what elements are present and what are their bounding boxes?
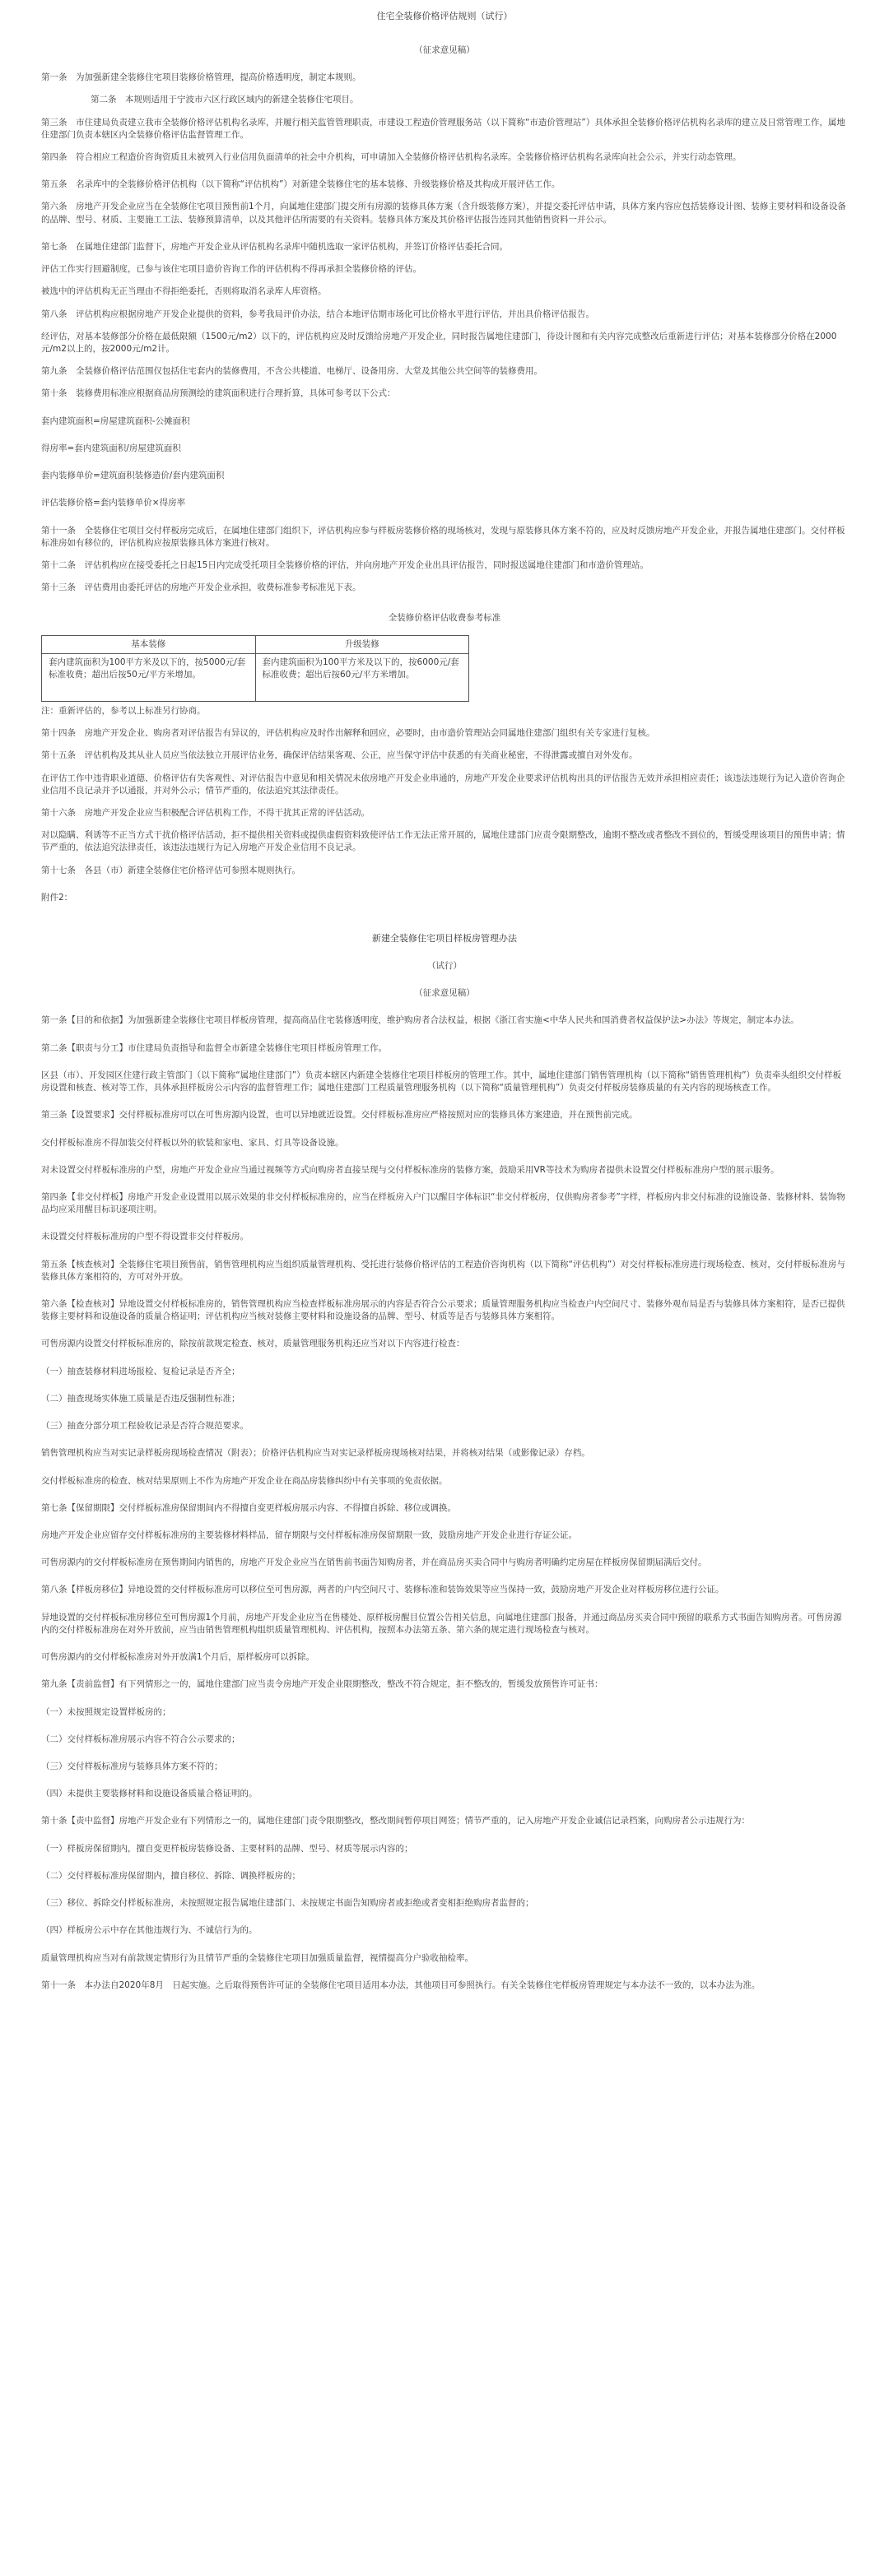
doc2-paragraph-samples: 房地产开发企业应留存交付样板标准房的主要装修材料样品，留存期限与交付样板标准房保留期限一致，鼓励房地产开发企业进行存证公证。 bbox=[41, 1530, 577, 1540]
doc1-title: 住宅全装修价格评估规则（试行） bbox=[376, 11, 513, 21]
doc1-article-15: 第十五条 评估机构及其从业人员应当依法独立开展评估业务，确保评估结果客观、公正，应当保守评估中获悉的有关商业秘密，不得泄露或擅自对外发布。 bbox=[41, 750, 638, 761]
doc1-subtitle: （征求意见稿） bbox=[414, 44, 475, 55]
doc1-article-8: 第八条 评估机构应根据房地产开发企业提供的资料，参考我局评价办法，结合本地评估期市场化可比价格水平进行评估，并出具价格评估报告。 bbox=[41, 309, 594, 319]
fee-table-header-basic: 基本装修 bbox=[42, 635, 256, 653]
fee-table-cell-basic: 套内建筑面积为100平方米及以下的，按5000元/套标准收费；超出后按50元/平方米增加。 bbox=[42, 653, 256, 701]
doc2-paragraph-records: 销售管理机构应当对实记录样板房现场检查情况（附表）；价格评估机构应当对实记录样板房现场核对结果，并将核对结果（或影像记录）存档。 bbox=[41, 1448, 590, 1459]
doc2-article-11: 第十一条 本办法自2020年8月 日起实施。之后取得预售许可证的全装修住宅项目适用本办法，其他项目可参照执行。有关全装修住宅样板房管理规定与本办法不一致的，以本办法为准。 bbox=[41, 1980, 761, 1990]
doc2-article-1: 第一条【目的和依据】为加强新建全装修住宅项目样板房管理，提高商品住宅装修透明度，维护购房者合法权益，根据《浙江省实施<中华人民共和国消费者权益保护法>办法》等规定，制定本办法。 bbox=[41, 1015, 799, 1026]
doc1-paragraph-refusal: 被选中的评估机构无正当理由不得拒绝委托，否则将取消名录库人库资格。 bbox=[41, 286, 327, 297]
doc2-paragraph-district-duties: 区县（市）、开发园区住建行政主管部门（以下简称“属地住建部门”）负责本辖区内新建全装修住宅项目样板房的管理工作。其中，属地住建部门销售管理机构（以下简称“销售管理机构”）负责牵头组织交付样板房设置和核查、核对等工作，具体承担样板房公示内容的监督管理工作；属地住建部门工程质量管理服务机构（以下简称“质量管理机构”）负责交付样板房装修质量的有关内容的现场核查工作。 bbox=[41, 1070, 842, 1093]
doc1-article-7: 第七条 在属地住建部门监督下，房地产开发企业从评估机构名录库中随机选取一家评估机构，并签订价格评估委托合同。 bbox=[41, 241, 508, 252]
doc2-item-10-4: （四）样板房公示中存在其他违规行为、不诚信行为的。 bbox=[41, 1925, 258, 1936]
doc2-article-7: 第七条【保留期限】交付样板标准房保留期间内不得擅自变更样板房展示内容、不得擅自拆除、移位或调换。 bbox=[41, 1502, 456, 1513]
fee-table-note: 注：重新评估的，参考以上标准另行协商。 bbox=[41, 705, 206, 716]
doc2-item-9-2: （二）交付样板标准房展示内容不符合公示要求的； bbox=[41, 1734, 240, 1744]
doc1-formula-4: 评估装修价格=套内装修单价×得房率 bbox=[41, 498, 186, 508]
doc2-article-6: 第六条【检查核对】异地设置交付样板标准房的，销售管理机构应当检查样板标准房展示的内容是否符合公示要求；质量管理服务机构应当检查户内空间尺寸、装修外观布局是否与装修具体方案相符，是否已提供装修主要材料和设施设备的质量合格证明；评估机构应当核对装修主要材料和设施设备的品牌、型号、材质等是否与装修具体方案相符。 bbox=[41, 1299, 845, 1322]
doc2-article-5: 第五条【核查核对】全装修住宅项目预售前，销售管理机构应当组织质量管理机构、受托进行装修价格评估的工程造价咨询机构（以下简称“评估机构”）对交付样板标准房进行现场检查、核对，交付样板标准房与装修具体方案相符的，方可对外开放。 bbox=[41, 1259, 845, 1282]
doc2-paragraph-no-sample-layout: 对未设置交付样板标准房的户型，房地产开发企业应当通过视频等方式向购房者直接呈现与交付样板标准房的装修方案，鼓励采用VR等技术为购房者提供未设置交付样板标准房户型的展示服务。 bbox=[41, 1164, 780, 1175]
fee-table-cell-upgrade: 套内建筑面积为100平方米及以下的，按6000元/套标准收费；超出后按60元/平方米增加。 bbox=[255, 653, 469, 701]
doc1-article-11: 第十一条 全装修住宅项目交付样板房完成后，在属地住建部门组织下，评估机构应参与样板房装修价格的现场核对，发现与原装修具体方案不符的，应及时反馈房地产开发企业，并报告属地住建部门。交付样板标准房如有移位的，评估机构应按原装修具体方案进行核对。 bbox=[41, 525, 845, 548]
doc1-article-17: 第十七条 各县（市）新建全装修住宅价格评估可参照本规则执行。 bbox=[41, 865, 300, 875]
doc2-article-4: 第四条【非交付样板】房地产开发企业设置用以展示效果的非交付样板标准房的，应当在样板房入户门以醒目字体标识“非交付样板房，仅供购房者参考”字样，样板房内非交付标准的设施设备、装修材料、装饰物品均应采用醒目标识逐项注明。 bbox=[41, 1191, 845, 1215]
doc2-paragraph-quality: 质量管理机构应当对有前款规定情形行为且情节严重的全装修住宅项目加强质量监督，视情提高分户验收抽检率。 bbox=[41, 1952, 473, 1963]
doc2-paragraph-presale: 可售房源内的交付样板标准房在预售期间内销售的，房地产开发企业应当在销售前书面告知购房者，并在商品房买卖合同中与购房者明确约定房屋在样板房保留期届满后交付。 bbox=[41, 1557, 707, 1568]
doc1-article-13: 第十三条 评估费用由委托评估的房地产开发企业承担，收费标准参考标准见下表。 bbox=[41, 583, 361, 593]
fee-table-header-upgrade: 升级装修 bbox=[255, 635, 469, 653]
doc1-article-14: 第十四条 房地产开发企业、购房者对评估报告有异议的，评估机构应及时作出解释和回应，必要时，由市造价管理站会同属地住建部门组织有关专家进行复核。 bbox=[41, 728, 655, 739]
doc2-item-9-4: （四）未提供主要装修材料和设施设备质量合格证明的。 bbox=[41, 1789, 258, 1799]
doc1-article-12: 第十二条 评估机构应在接受委托之日起15日内完成受托项目全装修价格的评估，并向房地产开发企业出具评估报告，同时报送属地住建部门和市造价管理站。 bbox=[41, 559, 649, 570]
doc1-formula-1: 套内建筑面积=房屋建筑面积-公摊面积 bbox=[41, 415, 190, 426]
doc2-paragraph-relocation: 异地设置的交付样板标准房移位至可售房源1个月前，房地产开发企业应当在售楼处、原样板房醒目位置公告相关信息，向属地住建部门报备，并通过商品房买卖合同中预留的联系方式书面告知购房者。可售房源内的交付样板标准房在对外开放前，应当由销售管理机构组织质量管理机构、评估机构，按照本办法第五条、第六条的规定进行现场检查与核对。 bbox=[41, 1612, 842, 1635]
doc1-article-1: 第一条 为加强新建全装修住宅项目装修价格管理，提高价格透明度，制定本规则。 bbox=[41, 72, 361, 83]
doc1-article-5: 第五条 名录库中的全装修价格评估机构（以下简称“评估机构”）对新建全装修住宅的基本装修、升级装修价格及其构成开展评估工作。 bbox=[41, 179, 561, 190]
doc2-title-note: （试行） bbox=[427, 960, 462, 971]
doc2-item-3: （三）抽查分部分项工程验收记录是否符合规范要求。 bbox=[41, 1421, 249, 1432]
doc1-article-3: 第三条 市住建局负责建立我市全装修价格评估机构名录库，并履行相关监管管理职责，市建设工程造价管理服务站（以下简称“市造价管理站”）具体承担全装修价格评估机构名录库的建立及日常管理工作，属地住建部门负责本辖区内全装修价格评估监督管理工作。 bbox=[41, 117, 845, 140]
fee-table bbox=[41, 635, 469, 702]
doc2-item-9-3: （三）交付样板标准房与装修具体方案不符的； bbox=[41, 1761, 223, 1771]
doc1-paragraph-violation: 在评估工作中违背职业道德、价格评估有失客观性、对评估报告中意见和相关情况未依房地产开发企业串通的，房地产开发企业要求评估机构出具的评估报告无效并承担相应责任；该违法违规行为记入造价咨询企业信用不良记录并予以通报，并对外公示；情节严重的，依法追究其法律责任。 bbox=[41, 773, 845, 796]
doc2-paragraph-demolish: 可售房源内的交付样板标准房对外开放满1个月后，原样板房可以拆除。 bbox=[41, 1652, 315, 1663]
doc2-item-2: （二）抽查现场实体施工质量是否违反强制性标准； bbox=[41, 1393, 240, 1404]
doc2-item-10-3: （三）移位、拆除交付样板标准房，未按照规定报告属地住建部门、未按规定书面告知购房者或拒绝或者变相拒绝购房者监督的； bbox=[41, 1898, 534, 1909]
doc1-article-4: 第四条 符合相应工程造价咨询资质且未被列入行业信用负面清单的社会中介机构，可申请加入全装修价格评估机构名录库。全装修价格评估机构名录库向社会公示，并实行动态管理。 bbox=[41, 152, 742, 163]
fee-table-title: 全装修价格评估收费参考标准 bbox=[388, 613, 501, 624]
doc1-formula-2: 得房率=套内建筑面积/房屋建筑面积 bbox=[41, 443, 181, 453]
doc2-article-10: 第十条【责中监督】房地产开发企业有下列情形之一的，属地住建部门责令限期整改，整改期间暂停项目网签；情节严重的，记入房地产开发企业诚信记录档案，向购房者公示违规行为： bbox=[41, 1816, 750, 1826]
doc2-paragraph-no-non-delivery: 未设置交付样板标准房的户型不得设置非交付样板房。 bbox=[41, 1232, 249, 1242]
doc2-article-9: 第九条【责前监督】有下列情形之一的，属地住建部门应当责令房地产开发企业限期整改，整改不符合规定，拒不整改的，暂缓发放预售许可证书： bbox=[41, 1679, 603, 1690]
doc2-paragraph-no-extra-items: 交付样板标准房不得加装交付样板以外的软装和家电、家具、灯具等设备设施。 bbox=[41, 1137, 344, 1148]
fee-table-row bbox=[42, 653, 469, 701]
doc1-paragraph-interference: 对以隐瞒、利诱等不正当方式干扰价格评估活动，拒不提供相关资料或提供虚假资料致使评估工作无法正常开展的，属地住建部门应责令限期整改，逾期不整改或者整改不到位的，暂缓受理该项目的预售申请；情节严重的，依法追究法律责任，该违法违规行为记入房地产开发企业信用不良记录。 bbox=[41, 830, 845, 853]
doc2-title: 新建全装修住宅项目样板房管理办法 bbox=[372, 933, 517, 945]
doc2-article-8: 第八条【样板房移位】异地设置的交付样板标准房可以移位至可售房源，两者的户内空间尺寸、装修标准和装饰效果等应当保持一致，鼓励房地产开发企业对样板房移位进行公证。 bbox=[41, 1585, 724, 1595]
doc1-article-9: 第九条 全装修价格评估范围仅包括住宅套内的装修费用，不含公共楼道、电梯厅、设备用房、大堂及其他公共空间等的装修费用。 bbox=[41, 366, 542, 377]
doc2-subtitle: （征求意见稿） bbox=[414, 988, 475, 999]
doc1-formula-3: 套内装修单价=建筑面积装修造价/套内建筑面积 bbox=[41, 471, 225, 481]
doc1-paragraph-recusal: 评估工作实行回避制度，已参与该住宅项目造价咨询工作的评估机构不得再承担全装修价格的评估。 bbox=[41, 264, 421, 275]
doc1-article-16: 第十六条 房地产开发企业应当积极配合评估机构工作，不得干扰其正常的评估活动。 bbox=[41, 807, 370, 818]
doc2-item-1: （一）抽查装修材料进场报检、复检记录是否齐全； bbox=[41, 1366, 240, 1376]
fee-table-header-row bbox=[42, 635, 469, 653]
doc2-item-9-1: （一）未按照规定设置样板房的； bbox=[41, 1706, 171, 1717]
doc2-paragraph-no-exemption: 交付样板标准房的检查、核对结果原则上不作为房地产开发企业在商品房装修纠纷中有关事项的免责依据。 bbox=[41, 1475, 448, 1486]
doc2-item-10-2: （二）交付样板标准房保留期内，擅自移位、拆除、调换样板房的； bbox=[41, 1870, 300, 1881]
attachment-label: 附件2： bbox=[41, 892, 73, 903]
doc2-paragraph-onsite-checks: 可售房源内设置交付样板标准房的，除按前款规定检查、核对，质量管理服务机构还应当对以下内容进行检查： bbox=[41, 1339, 465, 1349]
doc1-article-6: 第六条 房地产开发企业应当在全装修住宅项目预售前1个月，向属地住建部门提交所有房源的装修具体方案（含升级装修方案），并提交委托评估申请，具体方案内容应包括装修设计图、装修主要材料和设备设备的品牌、型号、材质、主要施工工法、装修预算清单，以及其他评估所需要的有关资料。装修具体方案及其价格评估报告连同其他销售资料一并公示。 bbox=[41, 202, 846, 225]
doc2-article-2: 第二条【职责与分工】市住建局负责指导和监督全市新建全装修住宅项目样板房管理工作。 bbox=[41, 1042, 387, 1053]
doc1-paragraph-threshold: 经评估，对基本装修部分价格在最低限额（1500元/m2）以下的，评估机构应及时反馈给房地产开发企业，同时报告属地住建部门，待设计图和有关内容完成整改后重新进行评估；对基本装修部分价格在2000元/m2以上的，按2000元/m2计。 bbox=[41, 331, 837, 354]
doc1-article-2: 第二条 本规则适用于宁波市六区行政区域内的新建全装修住宅项目。 bbox=[91, 95, 359, 105]
doc2-article-3: 第三条【设置要求】交付样板标准房可以在可售房源内设置，也可以异地就近设置。交付样板标准房应严格按照对应的装修具体方案建造，并在预售前完成。 bbox=[41, 1110, 638, 1121]
doc2-item-10-1: （一）样板房保留期内，擅自变更样板房装修设备、主要材料的品牌、型号、材质等展示内容的； bbox=[41, 1843, 413, 1854]
doc1-article-10: 第十条 装修费用标准应根据商品房预测绘的建筑面积进行合理折算，具体可参考以下公式： bbox=[41, 388, 396, 399]
